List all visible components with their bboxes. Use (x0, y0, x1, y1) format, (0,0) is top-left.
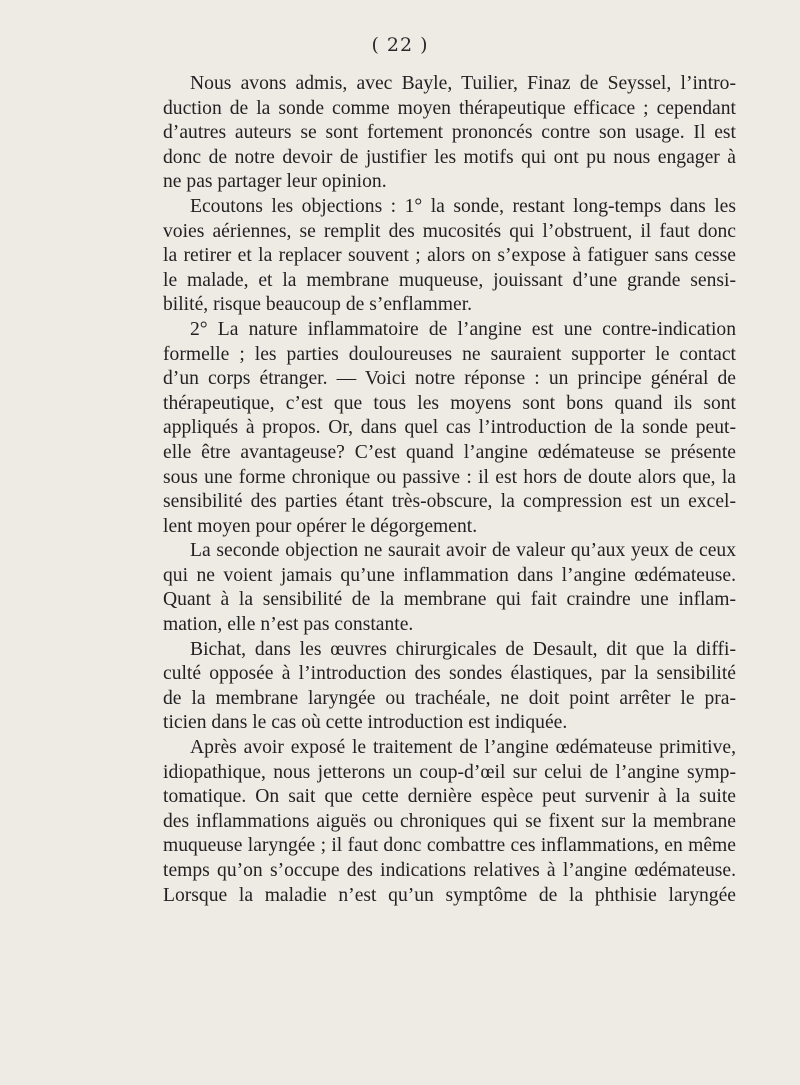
text-line: muqueuse laryngée ; il faut donc combattre ces inflammations, en même (163, 835, 736, 857)
text-line: sensibilité des parties étant très-obscure, la compression est un excel- (163, 491, 736, 513)
paragraph-5 (136, 638, 736, 736)
text-line: mation, elle n’est pas constante. (163, 614, 414, 636)
paragraph-4 (136, 539, 736, 637)
text-line: d’un corps étranger. — Voici notre réponse : un principe général de (163, 368, 736, 390)
text-line: donc de notre devoir de justifier les motifs qui ont pu nous engager à (163, 146, 736, 168)
text-line: formelle ; les parties douloureuses ne sauraient supporter le contact (163, 343, 736, 365)
text-line: le malade, et la membrane muqueuse, jouissant d’une grande sensi- (163, 269, 736, 291)
text-line: Bichat, dans les œuvres chirurgicales de Desault, dit que la diffi- (190, 638, 736, 660)
paragraph-1 (136, 72, 736, 195)
text-line: qui ne voient jamais qu’une inflammation dans l’angine œdémateuse. (163, 564, 736, 586)
text-line: duction de la sonde comme moyen thérapeutique efficace ; cependant (163, 97, 736, 119)
page-number: ( 22 ) (371, 34, 429, 56)
text-line: culté opposée à l’introduction des sondes élastiques, par la sensibilité (163, 663, 736, 685)
text-line: appliqués à propos. Or, dans quel cas l’introduction de la sonde peut- (163, 417, 736, 439)
text-line: lent moyen pour opérer le dégorgement. (163, 515, 478, 537)
text-line: Nous avons admis, avec Bayle, Tuilier, Finaz de Seyssel, l’intro- (190, 73, 736, 94)
text-line: tomatique. On sait que cette dernière espèce peut survenir à la suite (163, 786, 736, 808)
text-line: sous une forme chronique ou passive : il est hors de doute alors que, la (163, 466, 736, 488)
text-line: thérapeutique, c’est que tous les moyens sont bons quand ils sont (163, 392, 736, 414)
text-line: idiopathique, nous jetterons un coup-d’œil sur celui de l’angine symp- (163, 761, 736, 783)
text-line: voies aériennes, se remplit des mucosités qui l’obstruent, il faut donc (163, 220, 736, 242)
text-line: temps qu’on s’occupe des indications relatives à l’angine œdémateuse. (163, 860, 736, 881)
paragraph-3 (136, 318, 736, 539)
text-line: d’autres auteurs se sont fortement prononcés contre son usage. Il est (163, 122, 736, 144)
text-line: ticien dans le cas où cette introduction est indiquée. (163, 712, 568, 734)
text-line: Après avoir exposé le traitement de l’angine œdémateuse primitive, (190, 737, 736, 759)
text-line: Lorsque la maladie n’est qu’un symptôme de la phthisie laryngée (163, 884, 736, 906)
text-line: la retirer et la replacer souvent ; alors on s’expose à fatiguer sans cesse (163, 245, 736, 267)
text-line: Quant à la sensibilité de la membrane qui fait craindre une inflam- (163, 589, 736, 611)
text-line: 2° La nature inflammatoire de l’angine est une contre-indication (190, 318, 736, 340)
text-line: La seconde objection ne saurait avoir de valeur qu’aux yeux de ceux (190, 540, 736, 562)
text-line: de la membrane laryngée ou trachéale, ne doit point arrêter le pra- (163, 687, 736, 709)
text-line: ne pas partager leur opinion. (163, 171, 387, 193)
text-line: Ecoutons les objections : 1° la sonde, restant long-temps dans les (190, 195, 736, 217)
text-line: des inflammations aiguës ou chroniques qui se fixent sur la membrane (163, 810, 736, 832)
text-line: bilité, risque beaucoup de s’enflammer. (163, 294, 473, 316)
paragraph-2 (136, 195, 736, 318)
text-line: elle être avantageuse? C’est quand l’angine œdémateuse se présente (163, 441, 736, 463)
body-text (136, 72, 736, 908)
paragraph-6 (136, 736, 736, 908)
